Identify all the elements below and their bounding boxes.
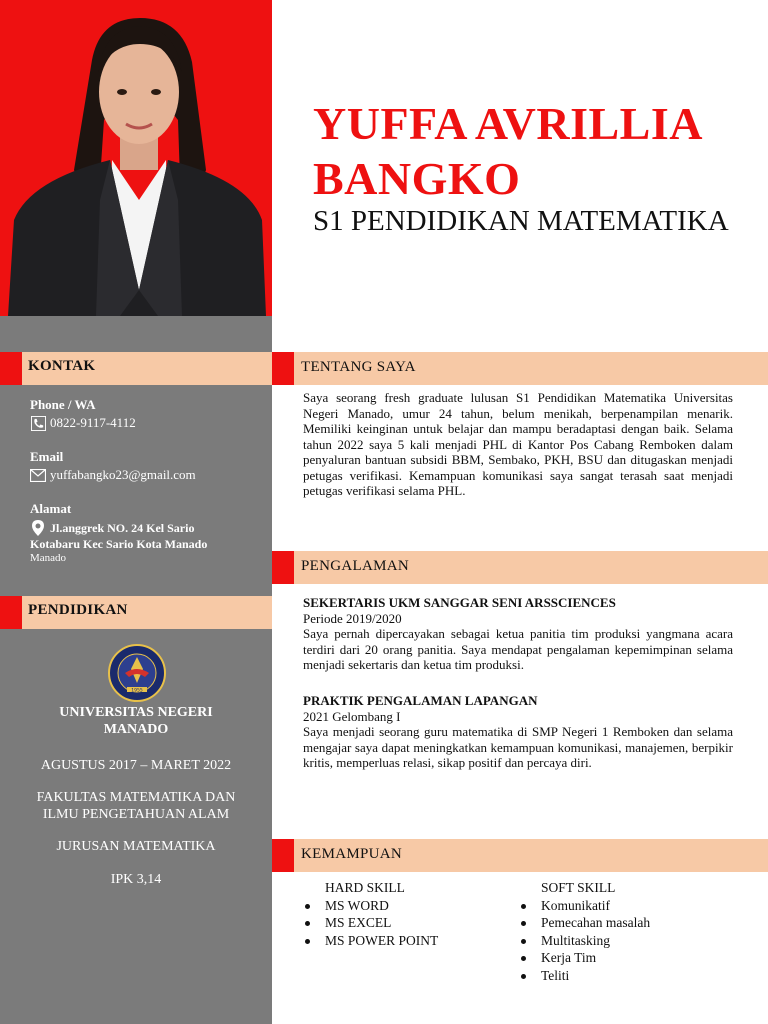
- soft-skills-title: SOFT SKILL: [541, 880, 616, 895]
- hard-skills-list: [301, 897, 438, 950]
- list-item: MS WORD: [301, 897, 438, 915]
- about-text: Saya seorang fresh graduate lulusan S1 Pendidikan Matematika Universitas Negeri Manado, umur 24 tahun, belum menikah, berpenampilan menarik. Memiliki keinginan untuk belajar dan mampu beradaptasi dengan baik. Selama tahun 2022 saya 5 kali menjadi PHL di Kantor Pos Cabang Remboken dalam penyaluran bantuan subsidi BBM, Sembako, PKH, BSU dan ditugaskan menjadi petugas verifikasi. Kemampuan komunikasi saya sangat terasah saat menjadi petugas verifikasi selama PHL.: [303, 390, 733, 498]
- email-address[interactable]: yuffabangko23@gmail.com: [50, 467, 196, 482]
- header-accent-mark: [0, 596, 22, 629]
- full-name: [313, 96, 703, 206]
- faculty-name: [0, 789, 272, 823]
- skills-section-title: KEMAMPUAN: [301, 846, 403, 862]
- name-line-2: BANGKO: [313, 153, 521, 204]
- hard-skills-title: HARD SKILL: [325, 880, 405, 895]
- education-section-header: [0, 596, 272, 629]
- header-accent-mark: [0, 352, 22, 385]
- list-item: Komunikatif: [517, 897, 650, 915]
- experience-title: SEKERTARIS UKM SANGGAR SENI ARSSCIENCES: [303, 595, 616, 610]
- email-label: Email: [30, 449, 64, 464]
- address-line-2: Kotabaru Kec Sario Kota Manado: [30, 537, 208, 551]
- location-pin-icon: [30, 520, 46, 536]
- experience-period: 2021 Gelombang I: [303, 708, 401, 724]
- experience-period: Periode 2019/2020: [303, 610, 402, 626]
- soft-skills: [517, 879, 650, 984]
- address-label: Alamat: [30, 501, 72, 516]
- contact-address-block: [30, 501, 207, 564]
- header-accent-mark: [272, 352, 294, 385]
- university-line-1: UNIVERSITAS NEGERI: [59, 705, 213, 720]
- major-name: JURUSAN MATEMATIKA: [56, 839, 216, 854]
- list-item: MS EXCEL: [301, 914, 438, 932]
- degree-title: S1 PENDIDIKAN MATEMATIKA: [313, 205, 729, 237]
- soft-skills-list: [517, 897, 650, 985]
- experience-section-title: PENGALAMAN: [301, 558, 409, 574]
- experience-section-header: [272, 551, 768, 584]
- contact-phone-block: [30, 397, 136, 431]
- about-section-header: [272, 352, 768, 385]
- experience-description: Saya menjadi seorang guru matematika di SMP Negeri 1 Remboken dan selama mengajar saya dapat meningkatkan kemampuan komunikasi, manajemen, berpikir kritis, memperluas relasi, sikap positif dan percaya diri.: [303, 724, 733, 770]
- education-section-title: PENDIDIKAN: [28, 602, 128, 618]
- university-name: [0, 704, 272, 738]
- list-item: Kerja Tim: [517, 949, 650, 967]
- name-line-1: YUFFA AVRILLIA: [313, 98, 703, 149]
- address-line-1: Jl.anggrek NO. 24 Kel Sario: [50, 520, 195, 535]
- phone-icon: [30, 415, 46, 431]
- contact-email-block: [30, 449, 196, 483]
- hard-skills: [301, 879, 438, 949]
- address-line-3: Manado: [30, 552, 67, 564]
- list-item: MS POWER POINT: [301, 932, 438, 950]
- skills-section-header: [272, 839, 768, 872]
- profile-photo: [0, 0, 272, 316]
- education-period: AGUSTUS 2017 – MARET 2022: [40, 758, 232, 773]
- phone-label: Phone / WA: [30, 397, 96, 412]
- experience-title: PRAKTIK PENGALAMAN LAPANGAN: [303, 693, 538, 708]
- university-logo: [107, 643, 167, 703]
- experience-item: [303, 693, 733, 771]
- about-section-title: TENTANG SAYA: [301, 359, 416, 375]
- logo-year: 1955: [131, 688, 143, 694]
- list-item: Teliti: [517, 967, 650, 985]
- university-line-2: MANADO: [103, 722, 169, 737]
- envelope-icon: [30, 467, 46, 483]
- list-item: Multitasking: [517, 932, 650, 950]
- list-item: Pemecahan masalah: [517, 914, 650, 932]
- experience-item: [303, 595, 733, 673]
- header-accent-mark: [272, 839, 294, 872]
- phone-number[interactable]: 0822-9117-4112: [50, 415, 136, 430]
- faculty-line-1: FAKULTAS MATEMATIKA DAN: [36, 790, 236, 805]
- contact-section-title: KONTAK: [28, 358, 96, 374]
- header-accent-mark: [272, 551, 294, 584]
- contact-section-header: [0, 352, 272, 385]
- gpa: IPK 3,14: [110, 872, 162, 887]
- faculty-line-2: ILMU PENGETAHUAN ALAM: [42, 807, 230, 822]
- experience-description: Saya pernah dipercayakan sebagai ketua panitia tim produksi yangmana acara terdiri dari 20 orang panitia. Saya mendapat pengalaman kepemimpinan selama menjadi sekertaris dan ketua tim produksi.: [303, 626, 733, 672]
